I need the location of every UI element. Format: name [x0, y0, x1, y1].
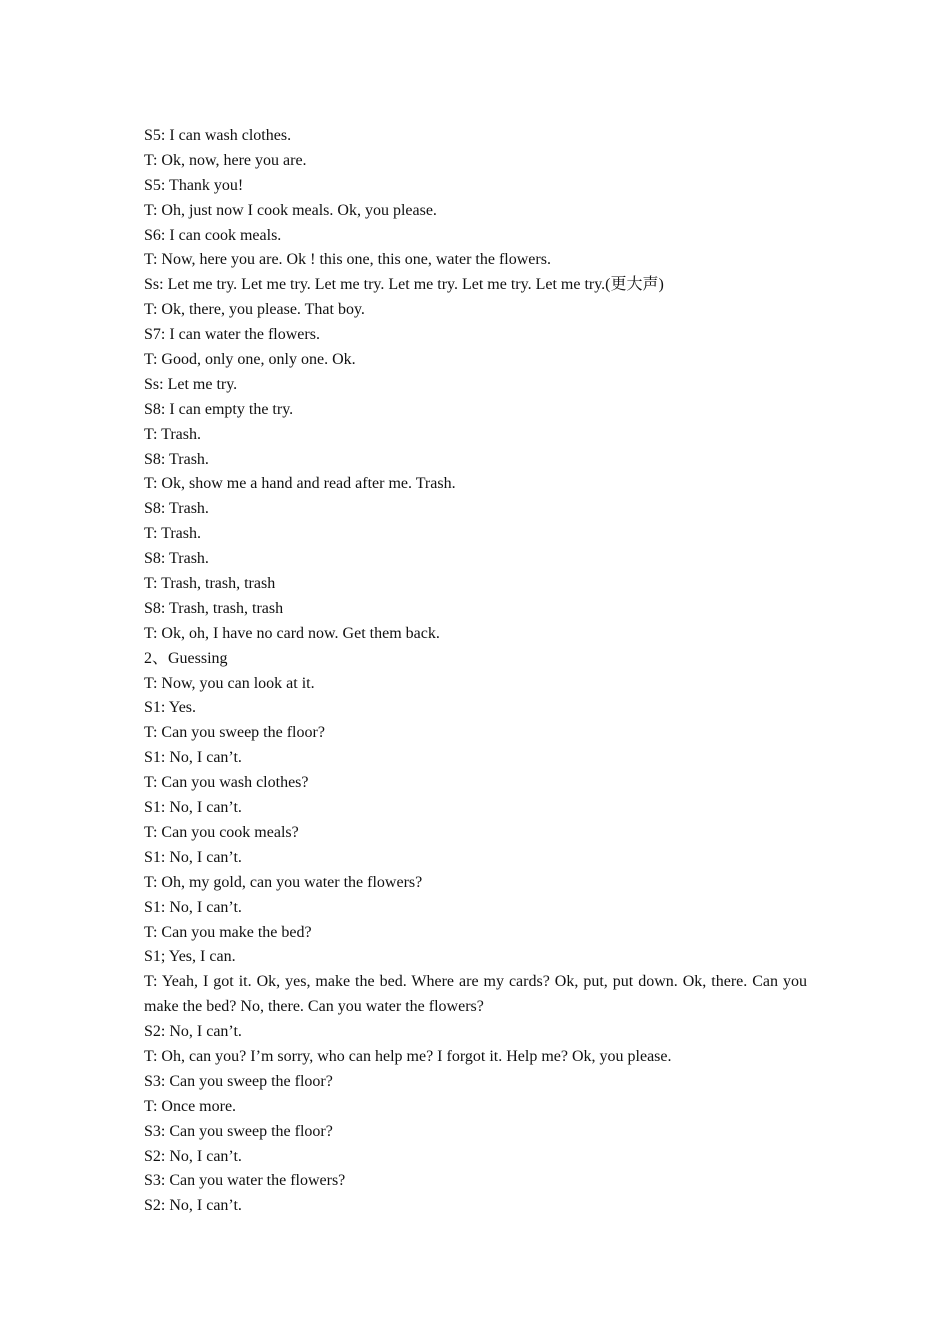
dialogue-line: T: Once more. — [144, 1097, 237, 1115]
dialogue-line: S6: I can cook meals. — [144, 226, 282, 244]
dialogue-line: T: Now, here you are. Ok ! this one, this one, water the flowers. — [144, 251, 551, 269]
dialogue-paragraph: T: Yeah, I got it. Ok, yes, make the bed. Where are my cards? Ok, put, put down. Ok, there. Can you make the bed? No, there. Can you water the flowers? — [144, 973, 807, 1016]
dialogue-line: T: Trash. — [144, 425, 201, 443]
dialogue-line: T: Oh, can you? I’m sorry, who can help me? I forgot it. Help me? Ok, you please. — [144, 1047, 672, 1065]
dialogue-line: S2: No, I can’t. — [144, 1023, 242, 1041]
dialogue-line: Ss: Let me try. Let me try. Let me try. Let me try. Let me try. Let me try.(更大声) — [144, 276, 664, 294]
dialogue-line: T: Oh, my gold, can you water the flowers? — [144, 873, 423, 891]
dialogue-line: T: Ok, oh, I have no card now. Get them back. — [144, 624, 440, 642]
dialogue-line: T: Ok, there, you please. That boy. — [144, 301, 365, 319]
dialogue-line: T: Can you sweep the floor? — [144, 724, 325, 742]
dialogue-line: T: Trash. — [144, 525, 201, 543]
dialogue-line: S1: No, I can’t. — [144, 898, 242, 916]
document-body — [144, 124, 807, 1219]
dialogue-line: S8: I can empty the try. — [144, 400, 294, 418]
dialogue-line: T: Now, you can look at it. — [144, 674, 315, 692]
dialogue-line: S8: Trash, trash, trash — [144, 599, 284, 617]
dialogue-line: S5: Thank you! — [144, 176, 244, 194]
dialogue-line: S8: Trash. — [144, 500, 209, 518]
dialogue-line: S1: No, I can’t. — [144, 749, 242, 767]
section-heading: 2、Guessing — [144, 649, 228, 667]
dialogue-line: S5: I can wash clothes. — [144, 127, 292, 144]
dialogue-line: T: Can you cook meals? — [144, 823, 299, 841]
dialogue-line: S3: Can you sweep the floor? — [144, 1122, 333, 1140]
dialogue-line: S8: Trash. — [144, 450, 209, 468]
dialogue-line: T: Can you make the bed? — [144, 923, 312, 941]
dialogue-line: S1: No, I can’t. — [144, 848, 242, 866]
dialogue-line: T: Oh, just now I cook meals. Ok, you please. — [144, 201, 437, 219]
dialogue-line: T: Trash, trash, trash — [144, 575, 276, 593]
dialogue-line: S1: No, I can’t. — [144, 799, 242, 817]
dialogue-line: S7: I can water the flowers. — [144, 326, 320, 344]
dialogue-line: T: Ok, show me a hand and read after me. Trash. — [144, 475, 456, 493]
dialogue-line: Ss: Let me try. — [144, 375, 238, 393]
dialogue-line: S1; Yes, I can. — [144, 948, 236, 966]
dialogue-line: S2: No, I can’t. — [144, 1147, 242, 1165]
dialogue-line: S3: Can you sweep the floor? — [144, 1072, 333, 1090]
dialogue-line: S1: Yes. — [144, 699, 197, 717]
dialogue-line: S8: Trash. — [144, 550, 209, 568]
dialogue-line: T: Can you wash clothes? — [144, 774, 309, 792]
dialogue-line: S2: No, I can’t. — [144, 1197, 242, 1215]
dialogue-line: T: Ok, now, here you are. — [144, 151, 307, 169]
dialogue-line: T: Good, only one, only one. Ok. — [144, 351, 356, 369]
dialogue-line: S3: Can you water the flowers? — [144, 1172, 346, 1190]
